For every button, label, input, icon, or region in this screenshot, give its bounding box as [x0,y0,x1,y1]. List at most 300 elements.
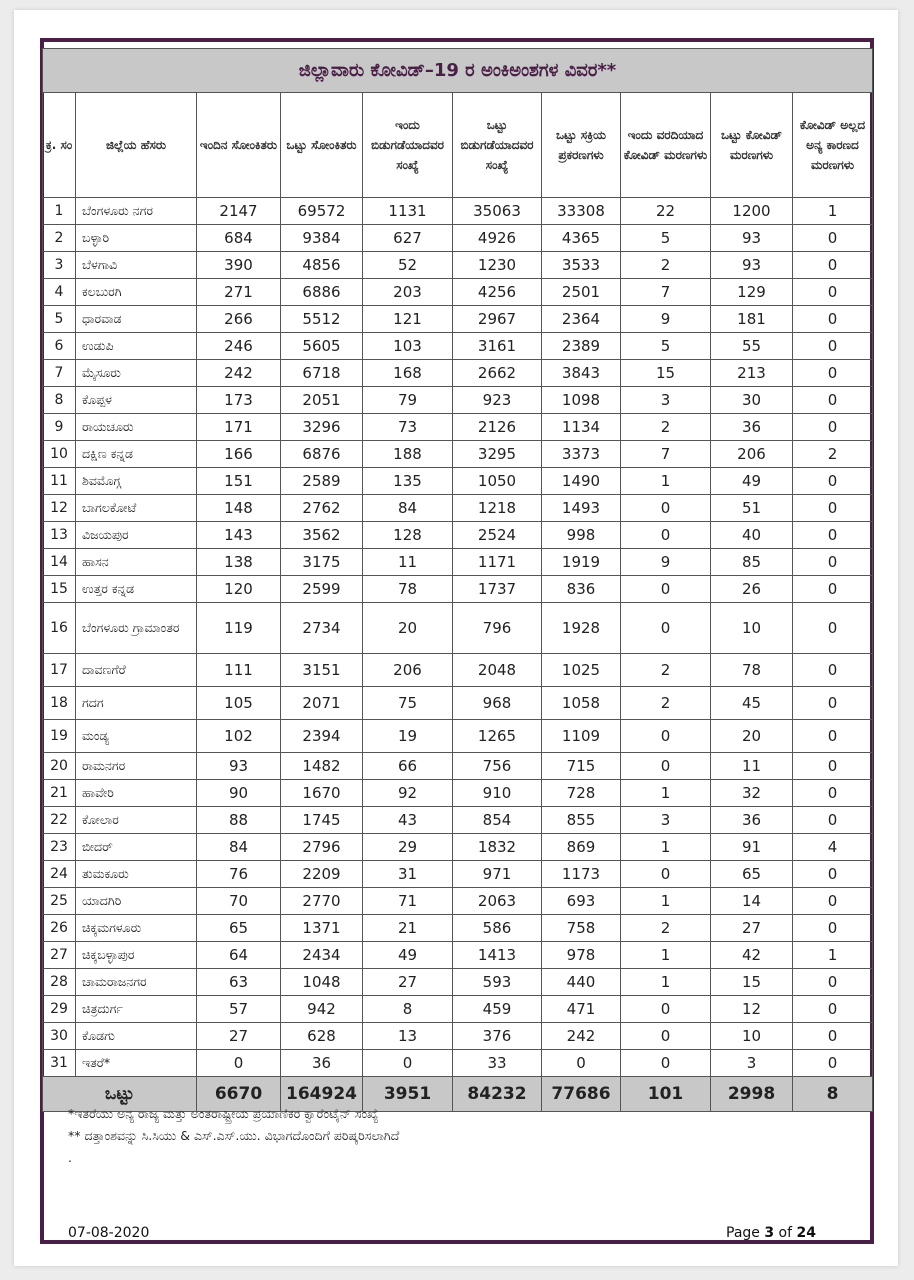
value-cell: 65 [197,915,281,942]
district-name-cell: ಇತರೆ* [76,1050,197,1077]
value-cell: 0 [621,1050,711,1077]
value-cell: 36 [281,1050,363,1077]
column-header: ಒಟ್ಟು ಬಿಡುಗಡೆಯಾದವರ ಸಂಖ್ಯೆ [453,93,542,198]
serial-cell: 21 [43,780,76,807]
value-cell: 1 [621,780,711,807]
value-cell: 93 [711,252,793,279]
column-header: ಇಂದು ಬಿಡುಗಡೆಯಾದವರ ಸಂಖ್ಯೆ [363,93,453,198]
value-cell: 796 [453,603,542,654]
serial-cell: 15 [43,576,76,603]
serial-cell: 4 [43,279,76,306]
table-row [43,522,873,549]
table-row [43,780,873,807]
serial-cell: 8 [43,387,76,414]
value-cell: 0 [793,549,873,576]
district-name-cell: ಧಾರವಾಡ [76,306,197,333]
value-cell: 75 [363,687,453,720]
value-cell: 0 [793,915,873,942]
value-cell: 0 [793,522,873,549]
table-row [43,603,873,654]
value-cell: 0 [793,576,873,603]
value-cell: 0 [793,780,873,807]
value-cell: 92 [363,780,453,807]
value-cell: 4256 [453,279,542,306]
value-cell: 51 [711,495,793,522]
value-cell: 440 [542,969,621,996]
table-row [43,225,873,252]
value-cell: 73 [363,414,453,441]
table-row [43,252,873,279]
table-row [43,687,873,720]
value-cell: 0 [793,306,873,333]
value-cell: 0 [542,1050,621,1077]
value-cell: 63 [197,969,281,996]
column-header: ಒಟ್ಟು ಸಕ್ರಿಯ ಪ್ರಕರಣಗಳು [542,93,621,198]
value-cell: 188 [363,441,453,468]
value-cell: 84 [197,834,281,861]
value-cell: 2434 [281,942,363,969]
value-cell: 69572 [281,198,363,225]
value-cell: 203 [363,279,453,306]
value-cell: 2770 [281,888,363,915]
value-cell: 1737 [453,576,542,603]
serial-cell: 1 [43,198,76,225]
value-cell: 942 [281,996,363,1023]
value-cell: 0 [621,576,711,603]
value-cell: 121 [363,306,453,333]
table-row [43,834,873,861]
value-cell: 0 [793,387,873,414]
district-name-cell: ಕೋಲಾರ [76,807,197,834]
value-cell: 971 [453,861,542,888]
value-cell: 4926 [453,225,542,252]
value-cell: 1131 [363,198,453,225]
value-cell: 93 [197,753,281,780]
value-cell: 836 [542,576,621,603]
value-cell: 173 [197,387,281,414]
table-row [43,942,873,969]
value-cell: 1109 [542,720,621,753]
value-cell: 84 [363,495,453,522]
value-cell: 1098 [542,387,621,414]
value-cell: 93 [711,225,793,252]
value-cell: 3175 [281,549,363,576]
serial-cell: 30 [43,1023,76,1050]
value-cell: 1200 [711,198,793,225]
value-cell: 756 [453,753,542,780]
page-number: Page 3 of 24 [726,1225,816,1241]
value-cell: 1 [621,969,711,996]
serial-cell: 14 [43,549,76,576]
serial-cell: 10 [43,441,76,468]
value-cell: 0 [793,687,873,720]
serial-cell: 13 [43,522,76,549]
value-cell: 43 [363,807,453,834]
value-cell: 213 [711,360,793,387]
serial-cell: 6 [43,333,76,360]
value-cell: 71 [363,888,453,915]
serial-cell: 2 [43,225,76,252]
value-cell: 2 [621,687,711,720]
value-cell: 78 [363,576,453,603]
value-cell: 1482 [281,753,363,780]
value-cell: 42 [711,942,793,969]
district-name-cell: ಚಿಕ್ಕಮಗಳೂರು [76,915,197,942]
district-name-cell: ವಿಜಯಪುರ [76,522,197,549]
value-cell: 45 [711,687,793,720]
value-cell: 88 [197,807,281,834]
value-cell: 91 [711,834,793,861]
value-cell: 2 [621,252,711,279]
total-label: ಒಟ್ಟು [43,1077,197,1112]
column-header: ಇಂದಿನ ಸೋಂಕಿತರು [197,93,281,198]
value-cell: 2147 [197,198,281,225]
table-title: ಜಿಲ್ಲಾವಾರು ಕೋವಿಡ್–19 ರ ಅಂಕಿಅಂಶಗಳ ವಿವರ** [43,49,873,93]
value-cell: 7 [621,441,711,468]
value-cell: 758 [542,915,621,942]
total-value-cell: 77686 [542,1077,621,1112]
table-row [43,720,873,753]
value-cell: 0 [793,333,873,360]
value-cell: 4365 [542,225,621,252]
value-cell: 65 [711,861,793,888]
value-cell: 2 [621,414,711,441]
serial-cell: 23 [43,834,76,861]
value-cell: 10 [711,603,793,654]
value-cell: 0 [793,225,873,252]
value-cell: 0 [621,720,711,753]
value-cell: 11 [363,549,453,576]
value-cell: 376 [453,1023,542,1050]
serial-cell: 28 [43,969,76,996]
value-cell: 3533 [542,252,621,279]
table-row [43,279,873,306]
value-cell: 3 [621,387,711,414]
value-cell: 5605 [281,333,363,360]
value-cell: 129 [711,279,793,306]
value-cell: 27 [363,969,453,996]
value-cell: 968 [453,687,542,720]
total-value-cell: 8 [793,1077,873,1112]
table-row [43,861,873,888]
value-cell: 2051 [281,387,363,414]
value-cell: 20 [711,720,793,753]
serial-cell: 25 [43,888,76,915]
value-cell: 10 [711,1023,793,1050]
value-cell: 3562 [281,522,363,549]
value-cell: 2524 [453,522,542,549]
value-cell: 9384 [281,225,363,252]
value-cell: 32 [711,780,793,807]
value-cell: 0 [793,807,873,834]
value-cell: 1 [621,888,711,915]
value-cell: 0 [363,1050,453,1077]
value-cell: 0 [793,252,873,279]
serial-cell: 5 [43,306,76,333]
value-cell: 27 [197,1023,281,1050]
value-cell: 119 [197,603,281,654]
value-cell: 3151 [281,654,363,687]
table-row [43,654,873,687]
footnotes [68,1103,399,1169]
value-cell: 90 [197,780,281,807]
value-cell: 4 [793,834,873,861]
value-cell: 1490 [542,468,621,495]
value-cell: 0 [793,1023,873,1050]
value-cell: 8 [363,996,453,1023]
district-name-cell: ಹಾವೇರಿ [76,780,197,807]
value-cell: 49 [711,468,793,495]
value-cell: 0 [793,603,873,654]
serial-cell: 26 [43,915,76,942]
value-cell: 1413 [453,942,542,969]
value-cell: 910 [453,780,542,807]
value-cell: 0 [197,1050,281,1077]
value-cell: 1832 [453,834,542,861]
value-cell: 2394 [281,720,363,753]
serial-cell: 16 [43,603,76,654]
table-row [43,969,873,996]
value-cell: 2389 [542,333,621,360]
district-name-cell: ಬಳ್ಳಾರಿ [76,225,197,252]
table-row [43,387,873,414]
value-cell: 9 [621,549,711,576]
value-cell: 2662 [453,360,542,387]
value-cell: 20 [363,603,453,654]
district-covid-table [42,48,873,1112]
value-cell: 593 [453,969,542,996]
value-cell: 7 [621,279,711,306]
serial-cell: 24 [43,861,76,888]
value-cell: 36 [711,414,793,441]
value-cell: 0 [793,996,873,1023]
serial-cell: 12 [43,495,76,522]
district-name-cell: ಚಿತ್ರದುರ್ಗ [76,996,197,1023]
total-value-cell: 3951 [363,1077,453,1112]
value-cell: 1025 [542,654,621,687]
value-cell: 0 [621,522,711,549]
value-cell: 57 [197,996,281,1023]
district-name-cell: ಉಡುಪಿ [76,333,197,360]
value-cell: 2589 [281,468,363,495]
serial-cell: 18 [43,687,76,720]
value-cell: 111 [197,654,281,687]
value-cell: 715 [542,753,621,780]
table-row [43,996,873,1023]
value-cell: 2048 [453,654,542,687]
value-cell: 49 [363,942,453,969]
value-cell: 4856 [281,252,363,279]
district-name-cell: ದಕ್ಷಿಣ ಕನ್ನಡ [76,441,197,468]
value-cell: 0 [793,753,873,780]
serial-cell: 29 [43,996,76,1023]
value-cell: 627 [363,225,453,252]
value-cell: 246 [197,333,281,360]
value-cell: 0 [621,603,711,654]
district-name-cell: ಚಾಮರಾಜನಗರ [76,969,197,996]
value-cell: 0 [793,888,873,915]
table-row [43,414,873,441]
value-cell: 1670 [281,780,363,807]
serial-cell: 17 [43,654,76,687]
value-cell: 869 [542,834,621,861]
serial-cell: 22 [43,807,76,834]
value-cell: 0 [793,1050,873,1077]
value-cell: 471 [542,996,621,1023]
column-header: ಒಟ್ಟು ಕೋವಿಡ್ ಮರಣಗಳು [711,93,793,198]
district-name-cell: ಮೈಸೂರು [76,360,197,387]
serial-cell: 11 [43,468,76,495]
value-cell: 2599 [281,576,363,603]
value-cell: 120 [197,576,281,603]
value-cell: 1265 [453,720,542,753]
table-row [43,807,873,834]
district-name-cell: ಹಾಸನ [76,549,197,576]
value-cell: 1 [793,942,873,969]
value-cell: 102 [197,720,281,753]
value-cell: 390 [197,252,281,279]
value-cell: 9 [621,306,711,333]
value-cell: 181 [711,306,793,333]
value-cell: 1230 [453,252,542,279]
table-row [43,441,873,468]
table-row [43,576,873,603]
table-row [43,915,873,942]
footnote-dot: . [68,1150,72,1165]
value-cell: 76 [197,861,281,888]
value-cell: 0 [621,753,711,780]
value-cell: 1050 [453,468,542,495]
value-cell: 26 [711,576,793,603]
value-cell: 1745 [281,807,363,834]
serial-cell: 27 [43,942,76,969]
value-cell: 12 [711,996,793,1023]
value-cell: 2071 [281,687,363,720]
district-name-cell: ಕೊಪ್ಪಳ [76,387,197,414]
value-cell: 15 [711,969,793,996]
value-cell: 2364 [542,306,621,333]
table-row [43,495,873,522]
column-header: ಜಿಲ್ಲೆಯ ಹೆಸರು [76,93,197,198]
value-cell: 21 [363,915,453,942]
value-cell: 6876 [281,441,363,468]
value-cell: 22 [621,198,711,225]
serial-cell: 19 [43,720,76,753]
footnote-data-source: ** ದತ್ತಾಂಶವನ್ನು ಸಿ.ಸಿಯು & ಎಸ್.ಎಸ್.ಯು. ವಿಭಾಗದೊಂದಿಗೆ ಪರಿಷ್ಕರಿಸಲಾಗಿದೆ [68,1128,400,1143]
table-row [43,360,873,387]
value-cell: 166 [197,441,281,468]
value-cell: 1171 [453,549,542,576]
district-name-cell: ಬಾಗಲಕೋಟೆ [76,495,197,522]
table-row [43,549,873,576]
value-cell: 2796 [281,834,363,861]
value-cell: 0 [793,720,873,753]
value-cell: 1048 [281,969,363,996]
value-cell: 1493 [542,495,621,522]
value-cell: 19 [363,720,453,753]
table-row [43,198,873,225]
table-row [43,306,873,333]
value-cell: 78 [711,654,793,687]
district-name-cell: ರಾಮನಗರ [76,753,197,780]
district-name-cell: ಬೀದರ್ [76,834,197,861]
column-header: ಕೋವಿಡ್ ಅಲ್ಲದ ಅನ್ಯ ಕಾರಣದ ಮರಣಗಳು [793,93,873,198]
value-cell: 135 [363,468,453,495]
value-cell: 103 [363,333,453,360]
value-cell: 0 [621,1023,711,1050]
value-cell: 2209 [281,861,363,888]
district-name-cell: ಮಂಡ್ಯ [76,720,197,753]
total-value-cell: 6670 [197,1077,281,1112]
value-cell: 15 [621,360,711,387]
serial-cell: 9 [43,414,76,441]
column-header: ಕ್ರ. ಸಂ [43,93,76,198]
value-cell: 1928 [542,603,621,654]
value-cell: 2734 [281,603,363,654]
value-cell: 13 [363,1023,453,1050]
value-cell: 1058 [542,687,621,720]
value-cell: 271 [197,279,281,306]
value-cell: 266 [197,306,281,333]
value-cell: 0 [793,468,873,495]
serial-cell: 31 [43,1050,76,1077]
value-cell: 923 [453,387,542,414]
value-cell: 5 [621,225,711,252]
serial-cell: 20 [43,753,76,780]
table-row [43,753,873,780]
value-cell: 242 [197,360,281,387]
value-cell: 168 [363,360,453,387]
value-cell: 1371 [281,915,363,942]
district-name-cell: ಬೆಳಗಾವಿ [76,252,197,279]
district-name-cell: ತುಮಕೂರು [76,861,197,888]
table-row [43,888,873,915]
district-name-cell: ಬೆಂಗಳೂರು ನಗರ [76,198,197,225]
value-cell: 3161 [453,333,542,360]
value-cell: 3296 [281,414,363,441]
value-cell: 628 [281,1023,363,1050]
value-cell: 148 [197,495,281,522]
value-cell: 2762 [281,495,363,522]
value-cell: 0 [621,861,711,888]
total-value-cell: 2998 [711,1077,793,1112]
value-cell: 693 [542,888,621,915]
value-cell: 6718 [281,360,363,387]
total-value-cell: 164924 [281,1077,363,1112]
value-cell: 14 [711,888,793,915]
value-cell: 6886 [281,279,363,306]
value-cell: 2 [793,441,873,468]
value-cell: 79 [363,387,453,414]
value-cell: 1218 [453,495,542,522]
value-cell: 1919 [542,549,621,576]
value-cell: 206 [363,654,453,687]
district-name-cell: ಶಿವಮೊಗ್ಗ [76,468,197,495]
value-cell: 52 [363,252,453,279]
value-cell: 0 [621,495,711,522]
value-cell: 55 [711,333,793,360]
value-cell: 151 [197,468,281,495]
value-cell: 1134 [542,414,621,441]
value-cell: 85 [711,549,793,576]
value-cell: 1 [621,468,711,495]
table-row [43,333,873,360]
total-value-cell: 84232 [453,1077,542,1112]
report-date: 07-08-2020 [68,1225,150,1241]
serial-cell: 3 [43,252,76,279]
value-cell: 3 [621,807,711,834]
value-cell: 11 [711,753,793,780]
